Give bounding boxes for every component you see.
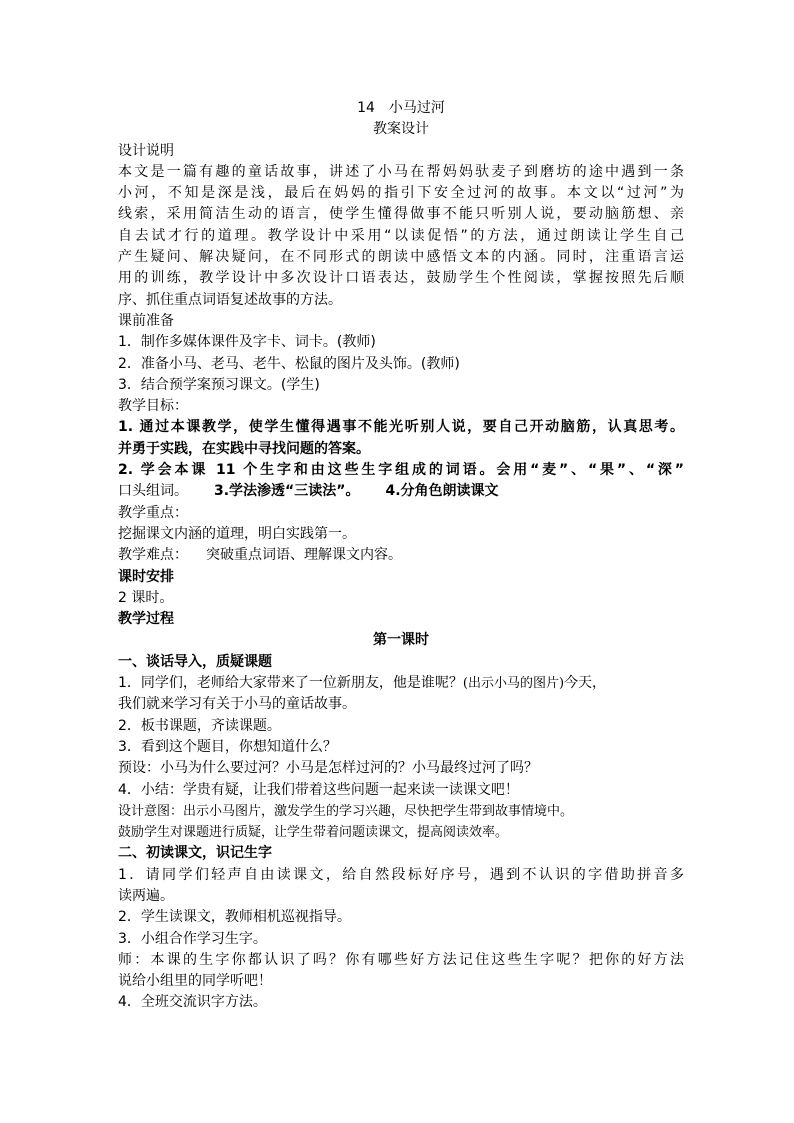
difficulty-text: 突破重点词语、理解课文内容。	[206, 547, 402, 564]
part1-item-2: 2．板书课题，齐读课题。	[118, 717, 281, 734]
prep-item-3: 3．结合预学案预习课文。(学生)	[118, 376, 320, 393]
design-line-6: 用的训练，教学设计中多次设计口语表达，鼓励学生个性阅读，掌握按照先后顺	[118, 270, 684, 287]
intent-line-1: 设计意图：出示小马图片，激发学生的学习兴趣，尽快把学生带到故事情境中。	[118, 803, 574, 819]
part2-item-3: 3．小组合作学习生字。	[118, 930, 267, 947]
goals-line-2: 并勇于实践，在实践中寻找问题的答案。	[118, 440, 370, 457]
goals-line-3: 2. 学会本课 11 个生字和由这些生字组成的词语。会用“麦”、“果”、“深”	[118, 462, 684, 479]
document-subtitle: 教案设计	[373, 121, 429, 138]
process-heading: 教学过程	[118, 611, 174, 628]
part1-item-1-cont: 我们就来学习有关于小马的童话故事。	[118, 696, 356, 713]
part2-item-4: 4．全班交流识字方法。	[118, 994, 267, 1011]
preset-line: 预设：小马为什么要过河？小马是怎样过河的？小马最终过河了吗？	[118, 760, 538, 777]
goals-line-4-a: 口头组词。	[118, 483, 188, 500]
schedule-text: 2 课时。	[118, 589, 174, 606]
part1-item-3: 3．看到这个题目，你想知道什么？	[118, 738, 337, 755]
part1-item-1-a: 1．同学们，老师给大家带来了一位新朋友，他是谁呢？	[118, 675, 463, 692]
part2-item-1-line-2: 读两遍。	[118, 887, 174, 904]
key-text: 挖掘课文内涵的道理，明白实践第一。	[118, 525, 356, 542]
lesson-title: 第一课时	[373, 632, 429, 649]
prep-heading: 课前准备	[118, 312, 174, 329]
part2-heading: 二、初读课文，识记生字	[118, 845, 272, 862]
part1-heading: 一、谈话导入，质疑课题	[118, 653, 272, 670]
goals-line-4-b: 3.学法渗透“三读法”。	[214, 483, 360, 500]
intent-line-2: 鼓励学生对课题进行质疑，让学生带着问题读课文，提高阅读效率。	[118, 825, 509, 841]
key-heading: 教学重点：	[118, 504, 188, 521]
goals-line-4-c: 4.分角色朗读课文	[385, 483, 499, 500]
summary-line: 4．小结：学贵有疑，让我们带着这些问题一起来读一读课文吧！	[118, 781, 519, 798]
document-title: 14 小马过河	[357, 100, 445, 116]
design-line-2: 小河，不知是深是浅，最后在妈妈的指引下安全过河的故事。本文以“过河”为	[118, 185, 684, 202]
document-page	[118, 98, 684, 1014]
part1-item-1	[118, 673, 684, 694]
design-line-7: 序、抓住重点词语复述故事的方法。	[118, 291, 342, 308]
design-line-1: 本文是一篇有趣的童话故事，讲述了小马在帮妈妈驮麦子到磨坊的途中遇到一条	[118, 163, 684, 180]
part1-item-1-c: 今天，	[564, 675, 607, 692]
prep-item-1: 1．制作多媒体课件及字卡、词卡。(教师)	[118, 334, 376, 351]
design-heading: 设计说明	[118, 142, 174, 159]
part1-item-1-b: (出示小马的图片)	[462, 676, 565, 692]
design-line-3: 线索，采用简洁生动的语言，使学生懂得做事不能只听别人说，要动脑筋想、亲	[118, 206, 684, 223]
teacher-line-2: 说给小组里的同学听吧！	[118, 973, 272, 990]
design-line-5: 产生疑问、解决疑问，在不同形式的朗读中感悟文本的内涵。同时，注重语言运	[118, 249, 684, 266]
teacher-line-1: 师：本课的生字你都认识了吗？你有哪些好方法记住这些生字呢？把你的好方法	[118, 951, 684, 968]
part2-item-1-line-1: 1．请同学们轻声自由读课文，给自然段标好序号，遇到不认识的字借助拼音多	[118, 866, 684, 883]
schedule-heading: 课时安排	[118, 568, 174, 585]
goals-heading: 教学目标：	[118, 398, 188, 415]
goals-line-4	[118, 481, 684, 502]
difficulty-line	[118, 545, 684, 566]
difficulty-label: 教学难点：	[118, 547, 188, 564]
design-line-4: 自去试才行的道理。教学设计中采用“以读促悟”的方法，通过朗读让学生自己	[118, 227, 684, 244]
part2-item-2: 2．学生读课文，教师相机巡视指导。	[118, 909, 351, 926]
prep-item-2: 2．准备小马、老马、老牛、松鼠的图片及头饰。(教师)	[118, 355, 460, 372]
goals-line-1: 1. 通过本课教学，使学生懂得遇事不能光听别人说，要自己开动脑筋，认真思考。	[118, 419, 684, 436]
